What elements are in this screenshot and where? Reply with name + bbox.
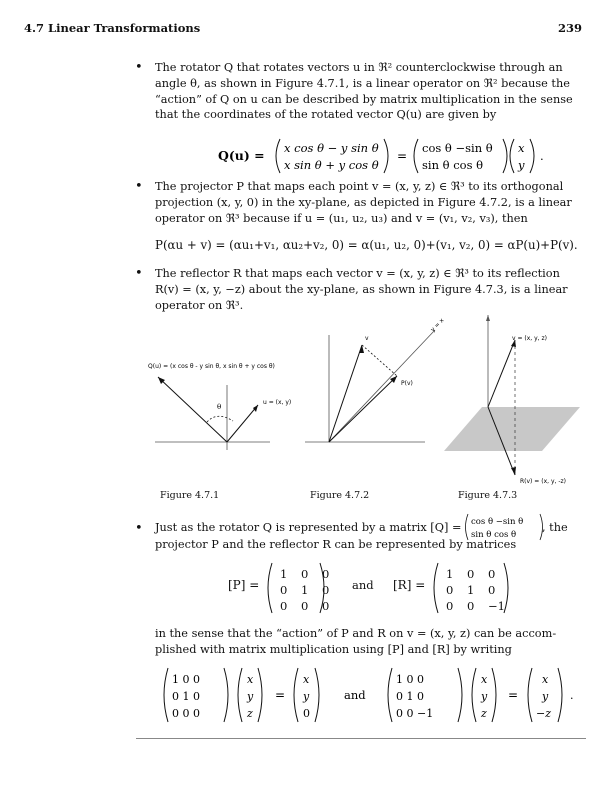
- P-rows: [280, 566, 329, 614]
- P-paren-left: [268, 563, 272, 613]
- eq-equals: =: [397, 149, 408, 163]
- paren-left-2: [414, 139, 418, 173]
- projector-equation: P(αu + v) = (αu₁+v₁, αu₂+v₂, 0) = α(u₁, u₂, 0)+(v₁, v₂, 0) = αP(u)+P(v).: [155, 238, 578, 252]
- fv2-y: y: [481, 690, 488, 703]
- fig1-label-theta: θ: [217, 403, 222, 411]
- frP-paren-r: [315, 668, 319, 722]
- caption-figure-4-7-2: Figure 4.7.2: [310, 490, 370, 501]
- vec-y: y: [518, 158, 525, 172]
- final-and: and: [344, 688, 366, 702]
- running-header: [24, 21, 582, 37]
- frR-1: x: [542, 673, 549, 686]
- fP-r2: 0 1 0: [172, 690, 200, 703]
- paren-right-2: [503, 139, 507, 173]
- section-title: 4.7 Linear Transformations: [24, 21, 201, 35]
- figure-4-7-3: [440, 310, 595, 490]
- fig1-label-Qu: Q(u) = (x cos θ - y sin θ, x sin θ + y cos θ): [148, 363, 275, 370]
- fR-r3: 0 0 −1: [396, 707, 434, 720]
- frR-2: y: [542, 690, 549, 703]
- reflector-line-1: The reflector R that maps each vector v = (x, y, z) ∈ ℜ³ to its reflection: [155, 267, 560, 280]
- eq-row-1: x cos θ − y sin θ: [284, 141, 379, 155]
- fig2-yx-line: [329, 330, 435, 442]
- final-eq-2: =: [508, 688, 519, 702]
- eq-row-2: x sin θ + y cos θ: [284, 158, 379, 172]
- rotator-paragraph: [155, 60, 585, 139]
- rotator-line-4: that the coordinates of the rotated vector Q(u) are given by: [155, 108, 497, 122]
- fP-r3: 0 0 0: [172, 707, 200, 720]
- and-1: and: [352, 578, 374, 592]
- mat-r1: cos θ −sin θ: [422, 141, 493, 155]
- projector-line-1: The projector P that maps each point v = (x, y, z) ∈ ℜ³ to its orthogonal: [155, 180, 564, 193]
- fig3-label-v: v = (x, y, z): [512, 335, 547, 342]
- paren-left-3: [510, 139, 514, 173]
- paren-right-3: [530, 139, 534, 173]
- R-rows: [446, 566, 505, 614]
- fR-r2: 0 1 0: [396, 690, 424, 703]
- rotator-line-3: “action” of Q on u can be described by matrix multiplication in the sense: [155, 92, 573, 106]
- fR-paren-r: [458, 668, 462, 722]
- fP-paren-r: [224, 668, 228, 722]
- vec-x: x: [518, 141, 525, 155]
- R-row-3: 0 0 −1: [446, 599, 505, 613]
- matrices-line-2: projector P and the reflector R can be represented by matrices: [155, 538, 517, 551]
- fig2-label-line: y = x: [429, 317, 446, 334]
- R-row-1: 1 0 0: [446, 567, 496, 581]
- fv1-paren-l: [238, 668, 242, 722]
- fv1-paren-r: [258, 668, 262, 722]
- reflector-line-2: R(v) = (x, y, −z) about the xy-plane, as shown in Figure 4.7.3, is a linear: [155, 282, 568, 296]
- R-row-2: 0 1 0: [446, 583, 496, 597]
- fig2-Pv-vector: [329, 376, 397, 442]
- frP-1: x: [303, 673, 310, 686]
- rotator-line-2: angle θ, as shown in Figure 4.7.1, is a linear operator on ℜ² because the: [155, 76, 570, 90]
- matrices-line-4: plished with matrix multiplication using [P] and [R] by writing: [155, 642, 512, 656]
- frR-3: −z: [536, 707, 552, 720]
- rotator-equation: [210, 133, 550, 179]
- bottom-rule: [136, 738, 586, 739]
- matrices-line-1a: Just as the rotator Q is represented by a matrix [Q] =: [155, 521, 462, 534]
- final-eq-1: =: [275, 688, 286, 702]
- fig1-u-vector: [227, 405, 258, 442]
- figure-4-7-1: [145, 355, 315, 455]
- R-paren-left: [434, 563, 438, 613]
- frP-paren-l: [294, 668, 298, 722]
- fig2-v-vector: [329, 345, 362, 442]
- caption-figure-4-7-3: Figure 4.7.3: [458, 490, 518, 501]
- frR-paren-r: [558, 668, 562, 722]
- fR-paren-l: [388, 668, 392, 722]
- fig1-u-arrowhead: [253, 405, 258, 412]
- bullet-reflector: •: [135, 266, 143, 281]
- fP-paren-l: [164, 668, 168, 722]
- fv1-y: y: [247, 690, 254, 703]
- caption-figure-4-7-1: Figure 4.7.1: [160, 490, 220, 501]
- frR-paren-l: [528, 668, 532, 722]
- frP-3: 0: [303, 707, 310, 720]
- fig3-label-Rv: R(v) = (x, y, -z): [520, 478, 566, 485]
- P-label: [P] =: [228, 578, 260, 592]
- reflector-line-3: operator on ℜ³.: [155, 298, 244, 312]
- matrices-line-1b: , the: [542, 521, 568, 534]
- fig3-v-vector: [488, 340, 515, 407]
- P-row-1: 1 0 0: [280, 567, 330, 581]
- paren-left-1: [276, 139, 280, 173]
- fig3-xy-plane: [444, 407, 580, 451]
- P-row-2: 0 1 0: [280, 583, 330, 597]
- bullet-projector: •: [135, 179, 143, 194]
- fv2-z: z: [481, 707, 487, 720]
- q-row-1: cos θ −sin θ: [471, 517, 524, 527]
- figure-4-7-2: [295, 310, 455, 445]
- rotator-line-1: The rotator Q that rotates vectors u in ℜ² counterclockwise through an: [155, 61, 563, 74]
- q-paren-left: [466, 514, 469, 540]
- final-equations: [160, 665, 590, 725]
- bullet-matrices: •: [135, 521, 143, 536]
- fv1-x: x: [247, 673, 254, 686]
- fig3-z-arrowhead: [486, 315, 490, 321]
- final-period: .: [570, 689, 574, 702]
- R-label: [R] =: [393, 578, 426, 592]
- eq-Q: Q(u) =: [218, 148, 265, 163]
- fig2-label-Pv: P(v): [401, 380, 413, 387]
- projector-line-2: projection (x, y, 0) in the xy-plane, as depicted in Figure 4.7.2, is a linear: [155, 195, 572, 209]
- fig2-label-v: v: [365, 335, 369, 342]
- eq-period: .: [540, 149, 544, 163]
- fv2-paren-r: [492, 668, 496, 722]
- projector-line-3: operator on ℜ³ because if u = (u₁, u₂, u₃) and v = (v₁, v₂, v₃), then: [155, 211, 528, 225]
- fv1-z: z: [247, 707, 253, 720]
- fR-r1: 1 0 0: [396, 673, 424, 686]
- fv2-paren-l: [472, 668, 476, 722]
- fig1-angle-arc: [207, 416, 233, 422]
- bullet-rotator: •: [135, 60, 143, 75]
- fig1-label-u: u = (x, y): [263, 399, 292, 406]
- fP-r1: 1 0 0: [172, 673, 200, 686]
- paren-right-1: [384, 139, 388, 173]
- projector-paragraph: [155, 179, 585, 242]
- page-number: 239: [557, 21, 582, 35]
- frP-2: y: [303, 690, 310, 703]
- fv2-x: x: [481, 673, 488, 686]
- fig2-projection-dash: [362, 345, 397, 376]
- P-row-3: 0 0 0: [280, 599, 330, 613]
- mat-r2: sin θ cos θ: [422, 158, 484, 172]
- matrices-line-3: in the sense that the “action” of P and R on v = (x, y, z) can be accom-: [155, 627, 557, 640]
- q-row-2: sin θ cos θ: [471, 530, 517, 540]
